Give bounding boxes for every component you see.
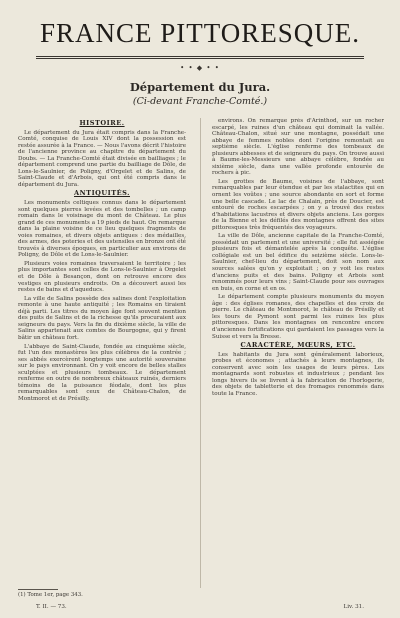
paragraph: La ville de Dôle, ancienne capitale de la Franche-Comté, possédait un parlement et une université ; elle fut assiégée plusieurs fois et démantelée après la conquête. L'église collégiale est un bel édifice du seizième siècle. Lons-le-Saulnier, chef-lieu du département, doit son nom aux sources salées qu'on y exploitait ; on y voit les restes d'anciens puits et des bains. Poligny et Arbois sont renommés pour leurs vins ; Saint-Claude pour ses ouvrages en buis, en corne et en os.: [212, 233, 384, 292]
section-heading-caractere: CARACTÈRE, MŒURS, ETC.: [240, 341, 356, 350]
paragraph: L'abbaye de Saint-Claude, fondée au cinquième siècle, fut l'un des monastères les plus célèbres de la contrée ; ses abbés exercèrent longtemps une autorité souveraine sur le pays environnant. On y voit encore de belles stalles sculptées et plusieurs tombeaux. Le département renferme en outre de nombreux châteaux ruinés, derniers témoins de la puissance féodale, dont les plus remarquables sont ceux de Château-Chalon, de Montmorot et de Présilly.: [18, 343, 186, 402]
paragraph: Les grottes de Baume, voisines de l'abbaye, sont remarquables par leur étendue et par les stalactites qui en ornent les voûtes ; une source abondante en sort et forme une belle cascade. Le lac de Chalain, près de Doucier, est entouré de roches escarpées ; on y a trouvé des restes d'habitations lacustres et divers objets anciens. Les gorges de la Bienne et les défilés des montagnes offrent des sites pittoresques très fréquentés des voyageurs.: [212, 178, 384, 231]
left-column: [18, 118, 186, 586]
department-subtitle: (Ci-devant Franche-Comté.): [132, 96, 268, 107]
masthead-rule: [36, 56, 364, 57]
right-column: [212, 118, 384, 586]
paragraph: Le département du Jura était compris dans la Franche-Comté, conquise de Louis XIV dont la possession est restée assurée à la France. — Nous l'avons décrit l'histoire de l'ancienne province au chapitre du département du Doubs. — La Franche-Comté était divisée en bailliages ; le département comprend une partie du bailliage de Dôle, de Lons-le-Saulnier, de Poligny, d'Orgelet et de Salins, de Saint-Claude et d'Arbois, qui ont été compris dans le département du Jura.: [18, 129, 186, 188]
paragraph: Les habitants du Jura sont généralement laborieux, probes et économes ; attachés à leurs montagnes, ils conservent avec soin les usages de leurs pères. Les montagnards sont robustes et industrieux ; pendant les longs hivers ils se livrent à la fabrication de l'horlogerie, des objets de tabletterie et des fromages renommés dans toute la France.: [212, 351, 384, 397]
paragraph: Plusieurs voies romaines traversaient le territoire ; les plus importantes sont celles de Lons-le-Saulnier à Orgelet et de Dôle à Besançon, dont on retrouve encore des vestiges en plusieurs endroits. On a découvert aussi les restes de bains et d'aqueducs.: [18, 260, 186, 294]
masthead-rule-thin: [36, 58, 364, 59]
paragraph: La ville de Salins possède des salines dont l'exploitation remonte à une haute antiquité ; les Romains en tiraient déjà parti. Les titres du moyen âge font souvent mention des puits de Salins et de la richesse qu'ils procuraient aux seigneurs du pays. Vers la fin du dixième siècle, la ville de Salins appartenait aux comtes de Bourgogne, qui y firent bâtir un château fort.: [18, 295, 186, 341]
footnote: (1) Tome 1er, page 343.: [18, 592, 83, 598]
signature-livraison: Liv. 31.: [343, 604, 364, 610]
paragraph: environs. On remarque près d'Arinthod, sur un rocher escarpé, les ruines d'un château qui dominait la vallée. Château-Chalon, situé sur une montagne, possédait une abbaye de femmes nobles dont l'origine remontait au septième siècle. L'église renferme des tombeaux de plusieurs abbesses et de seigneurs du pays. On trouve aussi à Baume-les-Messieurs une abbaye célèbre, fondée au sixième siècle, dans une vallée profonde entourée de rochers à pic.: [212, 118, 384, 177]
section-heading-antiquites: ANTIQUITÉS.: [74, 189, 130, 198]
signature-volume: T. II. — 73.: [36, 604, 67, 610]
section-heading-histoire: HISTOIRE.: [79, 119, 125, 127]
footnote-rule: [18, 589, 58, 590]
masthead-title: FRANCE PITTORESQUE.: [39, 18, 361, 48]
department-title: Département du Jura.: [129, 80, 271, 94]
column-divider: [200, 118, 201, 588]
ornament-divider: • • ◆ • •: [180, 64, 220, 72]
paragraph: Les monuments celtiques connus dans le département sont quelques pierres levées et des tombelles ; un camp romain dans le voisinage du mont de Château. Le plus grand de ces monuments a 19 pieds de haut. On remarque dans la plaine voisine de ce lieu quelques fragments de voies romaines, et divers objets antiques : des médailles, des armes, des poteries et des ustensiles en bronze ont été trouvés à diverses époques, en particulier aux environs de Poligny, de Dôle et de Lons-le-Saulnier.: [18, 200, 186, 259]
paragraph: Le département compte plusieurs monuments du moyen âge : des églises romanes, des chapelles et des croix de pierre. Le château de Montmorot, le château de Présilly et les tours de Pymont sont parmi les ruines les plus pittoresques. Dans les montagnes on rencontre encore d'anciennes fortifications qui gardaient les passages vers la Suisse et vers la Bresse.: [212, 294, 384, 340]
